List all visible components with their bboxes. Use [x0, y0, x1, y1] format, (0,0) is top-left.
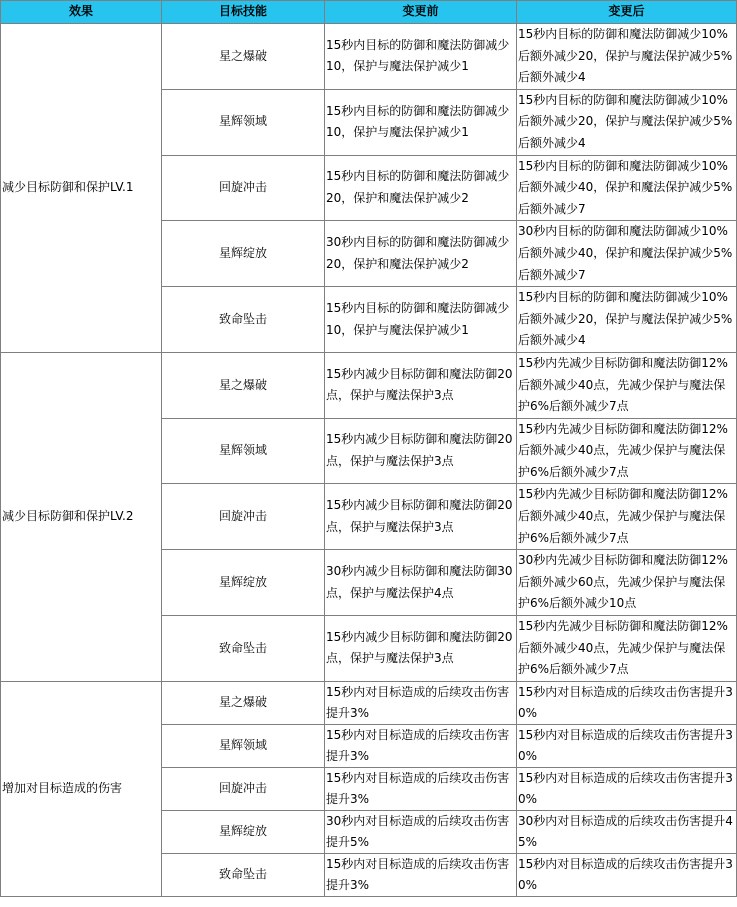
after-cell: 15秒内目标的防御和魔法防御减少10%后额外减少20，保护与魔法保护减少5%后额外减少4 — [517, 24, 737, 90]
after-cell: 30秒内先减少目标防御和魔法防御12%后额外减少60点，先减少保护与魔法保护6%后额外减少10点 — [517, 550, 737, 616]
after-cell: 15秒内对目标造成的后续攻击伤害提升30% — [517, 681, 737, 724]
skill-cell: 星辉绽放 — [162, 221, 325, 287]
after-cell: 15秒内对目标造成的后续攻击伤害提升30% — [517, 853, 737, 896]
after-cell: 15秒内先减少目标防御和魔法防御12%后额外减少40点，先减少保护与魔法保护6%后额外减少7点 — [517, 352, 737, 418]
before-cell: 30秒内对目标造成的后续攻击伤害提升5% — [325, 810, 517, 853]
before-cell: 15秒内减少目标防御和魔法防御20点，保护与魔法保护3点 — [325, 484, 517, 550]
before-cell: 15秒内目标的防御和魔法防御减少20，保护和魔法保护减少2 — [325, 155, 517, 221]
before-cell: 15秒内对目标造成的后续攻击伤害提升3% — [325, 853, 517, 896]
after-cell: 15秒内对目标造成的后续攻击伤害提升30% — [517, 767, 737, 810]
after-cell: 15秒内先减少目标防御和魔法防御12%后额外减少40点，先减少保护与魔法保护6%后额外减少7点 — [517, 418, 737, 484]
table-row — [1, 24, 737, 90]
before-cell: 30秒内目标的防御和魔法防御减少20，保护和魔法保护减少2 — [325, 221, 517, 287]
table-row — [1, 352, 737, 418]
before-cell: 15秒内目标的防御和魔法防御减少10，保护与魔法保护减少1 — [325, 24, 517, 90]
before-cell: 30秒内减少目标防御和魔法防御30点，保护与魔法保护4点 — [325, 550, 517, 616]
before-cell: 15秒内减少目标防御和魔法防御20点，保护与魔法保护3点 — [325, 616, 517, 682]
skill-cell: 星辉绽放 — [162, 550, 325, 616]
after-cell: 30秒内目标的防御和魔法防御减少10%后额外减少40，保护和魔法保护减少5%后额外减少7 — [517, 221, 737, 287]
after-cell: 15秒内目标的防御和魔法防御减少10%后额外减少40，保护和魔法保护减少5%后额外减少7 — [517, 155, 737, 221]
effect-cell: 减少目标防御和保护LV.1 — [1, 24, 162, 353]
effect-cell: 增加对目标造成的伤害 — [1, 681, 162, 896]
skill-cell: 回旋冲击 — [162, 484, 325, 550]
before-cell: 15秒内对目标造成的后续攻击伤害提升3% — [325, 767, 517, 810]
before-cell: 15秒内减少目标防御和魔法防御20点，保护与魔法保护3点 — [325, 352, 517, 418]
after-cell: 30秒内对目标造成的后续攻击伤害提升45% — [517, 810, 737, 853]
after-cell: 15秒内目标的防御和魔法防御减少10%后额外减少20，保护与魔法保护减少5%后额外减少4 — [517, 89, 737, 155]
header-skill: 目标技能 — [162, 1, 325, 24]
header-effect: 效果 — [1, 1, 162, 24]
skill-cell: 星之爆破 — [162, 681, 325, 724]
header-after: 变更后 — [517, 1, 737, 24]
after-cell: 15秒内先减少目标防御和魔法防御12%后额外减少40点，先减少保护与魔法保护6%后额外减少7点 — [517, 484, 737, 550]
skill-cell: 致命坠击 — [162, 616, 325, 682]
skill-cell: 回旋冲击 — [162, 767, 325, 810]
skill-cell: 星之爆破 — [162, 24, 325, 90]
before-cell: 15秒内减少目标防御和魔法防御20点，保护与魔法保护3点 — [325, 418, 517, 484]
table-row — [1, 681, 737, 724]
before-cell: 15秒内目标的防御和魔法防御减少10，保护与魔法保护减少1 — [325, 287, 517, 353]
header-row — [1, 1, 737, 24]
skill-cell: 星辉领域 — [162, 418, 325, 484]
before-cell: 15秒内对目标造成的后续攻击伤害提升3% — [325, 724, 517, 767]
skill-cell: 星辉绽放 — [162, 810, 325, 853]
header-before: 变更前 — [325, 1, 517, 24]
before-cell: 15秒内目标的防御和魔法防御减少10，保护与魔法保护减少1 — [325, 89, 517, 155]
after-cell: 15秒内目标的防御和魔法防御减少10%后额外减少20，保护与魔法保护减少5%后额外减少4 — [517, 287, 737, 353]
skill-cell: 致命坠击 — [162, 287, 325, 353]
effect-cell: 减少目标防御和保护LV.2 — [1, 352, 162, 681]
skill-cell: 星之爆破 — [162, 352, 325, 418]
after-cell: 15秒内先减少目标防御和魔法防御12%后额外减少40点，先减少保护与魔法保护6%后额外减少7点 — [517, 616, 737, 682]
before-cell: 15秒内对目标造成的后续攻击伤害提升3% — [325, 681, 517, 724]
skill-cell: 回旋冲击 — [162, 155, 325, 221]
after-cell: 15秒内对目标造成的后续攻击伤害提升30% — [517, 724, 737, 767]
skill-cell: 致命坠击 — [162, 853, 325, 896]
skill-cell: 星辉领域 — [162, 89, 325, 155]
skill-cell: 星辉领域 — [162, 724, 325, 767]
